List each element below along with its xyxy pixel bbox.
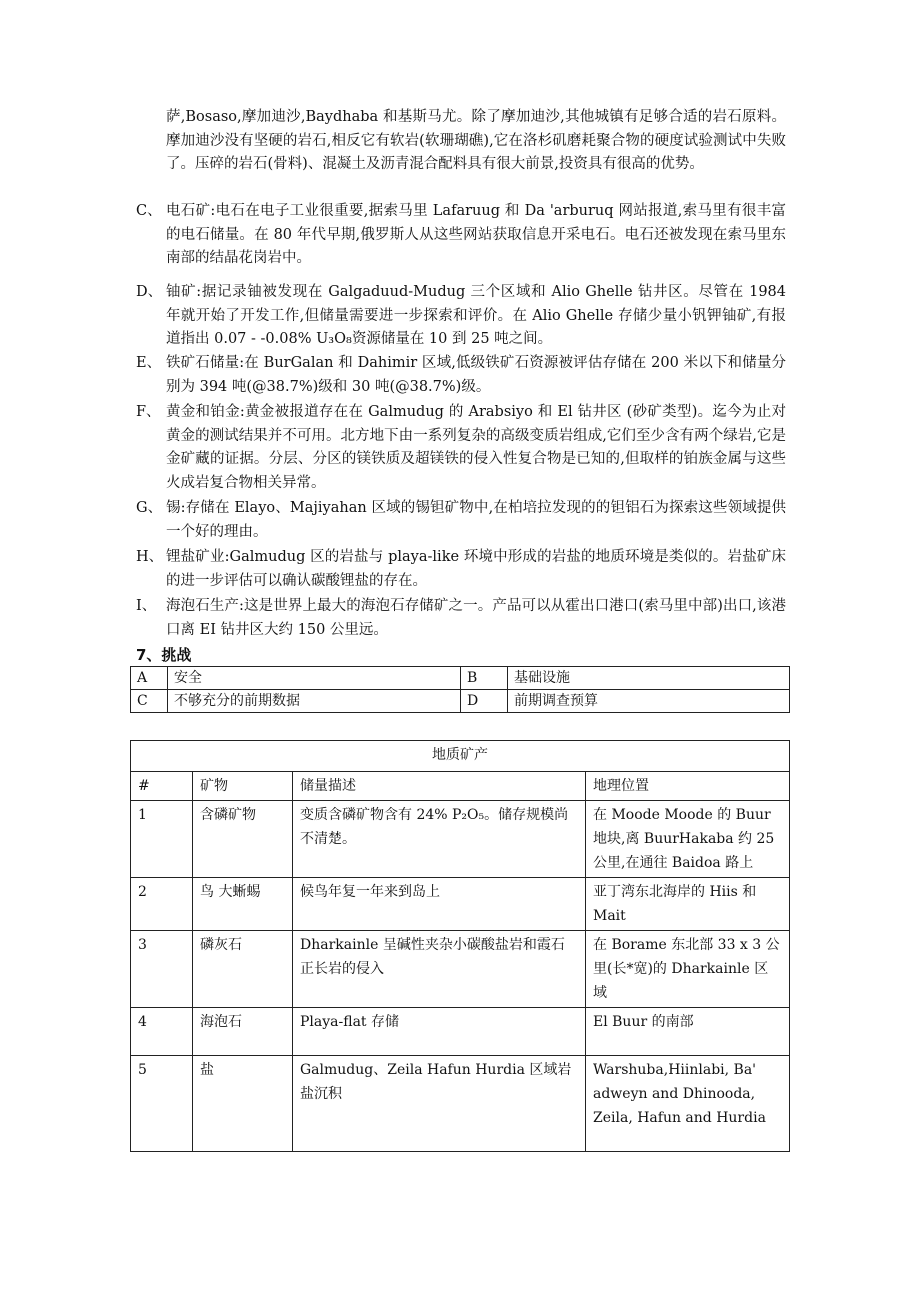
table-cell: Playa-flat 存储 (293, 1008, 586, 1056)
mineral-item-d (136, 281, 786, 352)
table-row (131, 1008, 790, 1056)
item-text: 锂盐矿业:Galmudug 区的岩盐与 playa-like 环境中形成的岩盐的地质环境是类似的。岩盐矿床的进一步评估可以确认碳酸锂盐的存在。 (166, 549, 786, 589)
item-text: 锡:存储在 Elayo、Majiyahan 区域的锡钽矿物中,在柏培拉发现的的钽铝石为探索这些领域提供一个好的理由。 (166, 500, 786, 540)
table-cell: 5 (131, 1056, 193, 1152)
table-cell: 含磷矿物 (193, 801, 293, 878)
item-text: 黄金和铂金:黄金被报道存在在 Galmudug 的 Arabsiyo 和 El 钻井区 (砂矿类型)。迄今为止对黄金的测试结果并不可用。北方地下由一系列复杂的高级变质岩组成,它们至少含有两个绿岩,它是金矿藏的证据。分层、分区的镁铁质及超镁铁的侵入性复合物是已知的,但取样的铂族金属与这些火成岩复合物相关异常。 (166, 404, 786, 491)
table-title-row (131, 741, 790, 772)
table-cell: 不够充分的前期数据 (168, 690, 461, 713)
challenges-table (130, 666, 790, 713)
table-cell: Dharkainle 呈碱性夹杂小碳酸盐岩和霞石正长岩的侵入 (293, 931, 586, 1008)
mineral-item-i (136, 595, 786, 642)
item-marker: C、 (136, 203, 162, 219)
table-cell: 候鸟年复一年来到岛上 (293, 878, 586, 931)
table-row (131, 878, 790, 931)
table-cell: 1 (131, 801, 193, 878)
table-cell: 安全 (168, 667, 461, 690)
table-cell: 前期调查预算 (508, 690, 790, 713)
table-cell: 变质含磷矿物含有 24% P₂O₅。储存规模尚不清楚。 (293, 801, 586, 878)
intro-continuation: 萨,Bosaso,摩加迪沙,Baydhaba 和基斯马尤。除了摩加迪沙,其他城镇有足够合适的岩石原料。摩加迪沙没有坚硬的岩石,相反它有软岩(软珊瑚礁),它在洛杉矶磨耗聚合物的硬度试验测试中失败了。压碎的岩石(骨料)、混凝土及沥青混合配料具有很大前景,投资具有很高的优势。 (166, 109, 786, 172)
geology-minerals-table (130, 740, 790, 1152)
table-row (131, 931, 790, 1008)
mineral-item-c (136, 200, 786, 271)
item-text: 电石矿:电石在电子工业很重要,据索马里 Lafaruug 和 Da 'arburuq 网站报道,索马里有很丰富的电石储量。在 80 年代早期,俄罗斯人从这些网站获取信息开采电石。电石还被发现在索马里东南部的结晶花岗岩中。 (166, 203, 786, 266)
table-cell: C (131, 690, 168, 713)
table-cell: 4 (131, 1008, 193, 1056)
column-header: 矿物 (193, 772, 293, 801)
mineral-item-g (136, 497, 786, 544)
mineral-item-h (136, 546, 786, 593)
challenges-heading: 7、挑战 (136, 646, 192, 664)
mineral-item-e (136, 352, 786, 399)
table-row (131, 801, 790, 878)
item-marker: D、 (136, 284, 163, 300)
table-cell: 鸟 大蜥蜴 (193, 878, 293, 931)
mineral-item-f (136, 401, 786, 495)
column-header: 地理位置 (586, 772, 790, 801)
item-marker: H、 (136, 549, 164, 565)
item-marker: G、 (136, 500, 163, 516)
table-cell: B (461, 667, 508, 690)
table-row (131, 1056, 790, 1152)
table-cell: 在 Moode Moode 的 Buur 地块,离 BuurHakaba 约 25 公里,在通往 Baidoa 路上 (586, 801, 790, 878)
column-header: 储量描述 (293, 772, 586, 801)
item-text: 海泡石生产:这是世界上最大的海泡石存储矿之一。产品可以从霍出口港口(索马里中部)出口,该港口离 EI 钻井区大约 150 公里远。 (166, 598, 786, 638)
column-header: # (131, 772, 193, 801)
table-cell: Warshuba,Hiinlabi, Ba' adweyn and Dhinooda, Zeila, Hafun and Hurdia (586, 1056, 790, 1152)
table-cell: 基础设施 (508, 667, 790, 690)
table-cell: 亚丁湾东北海岸的 Hiis 和 Mait (586, 878, 790, 931)
table-row (131, 690, 790, 713)
table-cell: A (131, 667, 168, 690)
table-row (131, 667, 790, 690)
item-text: 铁矿石储量:在 BurGalan 和 Dahimir 区域,低级铁矿石资源被评估存储在 200 米以下和储量分别为 394 吨(@38.7%)级和 30 吨(@38.7%)级。 (166, 355, 786, 395)
table-cell: 海泡石 (193, 1008, 293, 1056)
item-marker: F、 (136, 404, 161, 420)
item-text: 铀矿:据记录铀被发现在 Galgaduud-Mudug 三个区域和 Alio Ghelle 钻井区。尽管在 1984 年就开始了开发工作,但储量需要进一步探索和评价。在 Alio Ghelle 存储少量小钒钾铀矿,有报道指出 0.07 - -0.08% U₃O₈资源储量在 10 到 25 吨之间。 (166, 284, 786, 347)
table-cell: 盐 (193, 1056, 293, 1152)
table-header-row (131, 772, 790, 801)
table-cell: 3 (131, 931, 193, 1008)
table-cell: 在 Borame 东北部 33 x 3 公里(长*宽)的 Dharkainle 区域 (586, 931, 790, 1008)
item-marker: E、 (136, 355, 162, 371)
table-cell: El Buur 的南部 (586, 1008, 790, 1056)
table-cell: D (461, 690, 508, 713)
table-cell: 2 (131, 878, 193, 931)
table-cell: 磷灰石 (193, 931, 293, 1008)
table-cell: Galmudug、Zeila Hafun Hurdia 区域岩盐沉积 (293, 1056, 586, 1152)
table-title: 地质矿产 (131, 741, 790, 772)
item-marker: I、 (136, 598, 157, 614)
